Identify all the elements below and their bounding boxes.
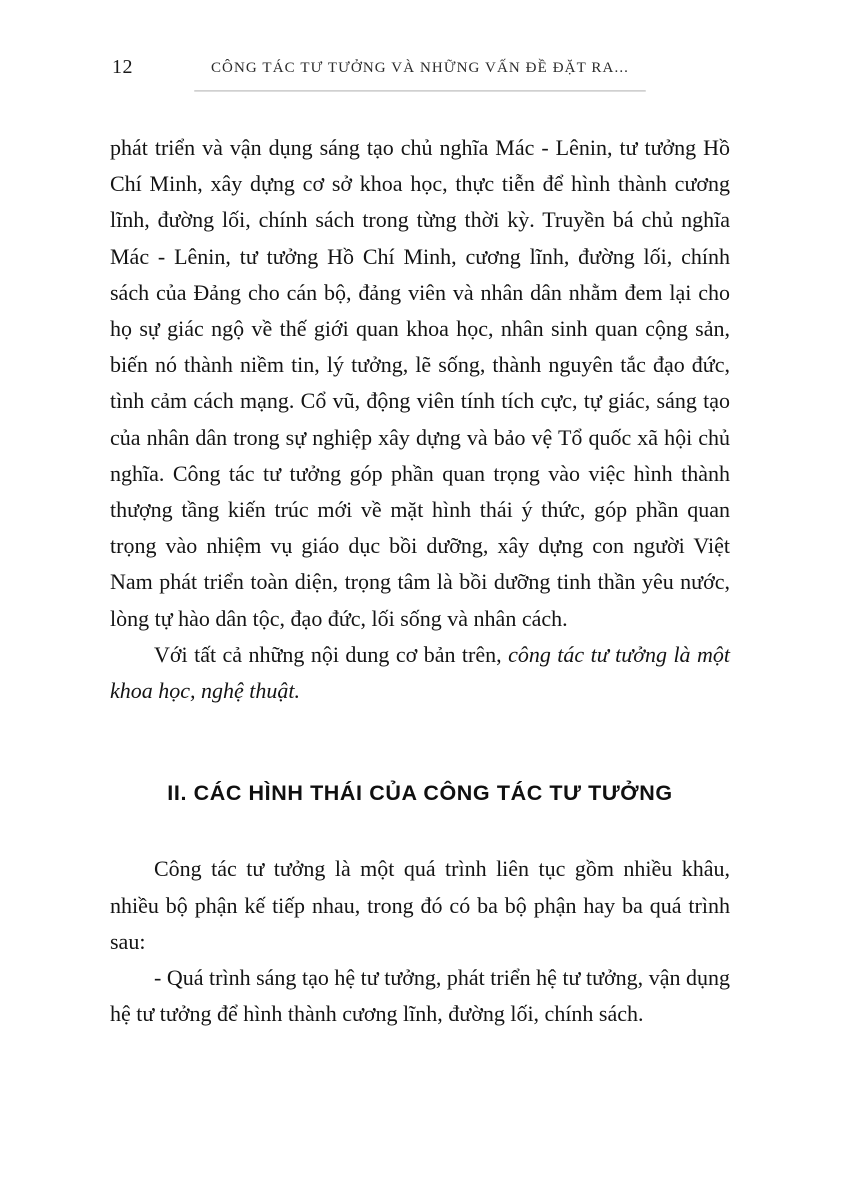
page-number: 12 [112,56,133,78]
conclusion-normal-text: Với tất cả những nội dung cơ bản trên, [154,641,509,667]
header-rule [194,90,646,92]
page-body [110,130,730,1032]
running-header [110,56,730,90]
paragraph-list-item: - Quá trình sáng tạo hệ tư tưởng, phát triển hệ tư tưởng, vận dụng hệ tư tưởng để hình thành cương lĩnh, đường lối, chính sách. [110,965,730,1027]
section-heading: II. CÁC HÌNH THÁI CỦA CÔNG TÁC TƯ TƯỞNG [167,781,673,806]
paragraph-conclusion [110,637,730,709]
conclusion-italic-text: công tác tư tưởng là một khoa học, nghệ thuật. [110,641,731,704]
paragraph-intro: Công tác tư tưởng là một quá trình liên tục gồm nhiều khâu, nhiều bộ phận kế tiếp nhau, trong đó có ba bộ phận hay ba quá trình sau: [110,856,730,954]
paragraph-continuation: phát triển và vận dụng sáng tạo chủ nghĩa Mác - Lênin, tư tưởng Hồ Chí Minh, xây dựng cơ sở khoa học, thực tiễn để hình thành cương lĩnh, đường lối, chính sách trong từng thời kỳ. Truyền bá chủ nghĩa Mác - Lênin, tư tưởng Hồ Chí Minh, cương lĩnh, đường lối, chính sách của Đảng cho cán bộ, đảng viên và nhân dân nhằm đem lại cho họ sự giác ngộ về thế giới quan khoa học, nhân sinh quan cộng sản, biến nó thành niềm tin, lý tưởng, lẽ sống, thành nguyên tắc đạo đức, tình cảm cách mạng. Cổ vũ, động viên tính tích cực, tự giác, sáng tạo của nhân dân trong sự nghiệp xây dựng và bảo vệ Tổ quốc xã hội chủ nghĩa. Công tác tư tưởng góp phần quan trọng vào việc hình thành thượng tầng kiến trúc mới về mặt hình thái ý thức, góp phần quan trọng vào nhiệm vụ giáo dục bồi dưỡng, xây dựng con người Việt Nam phát triển toàn diện, trọng tâm là bồi dưỡng tinh thần yêu nước, lòng tự hào dân tộc, đạo đức, lối sống và nhân cách. [110,135,730,631]
running-header-title: CÔNG TÁC TƯ TƯỞNG VÀ NHỮNG VẤN ĐỀ ĐẶT RA... [210,60,630,76]
